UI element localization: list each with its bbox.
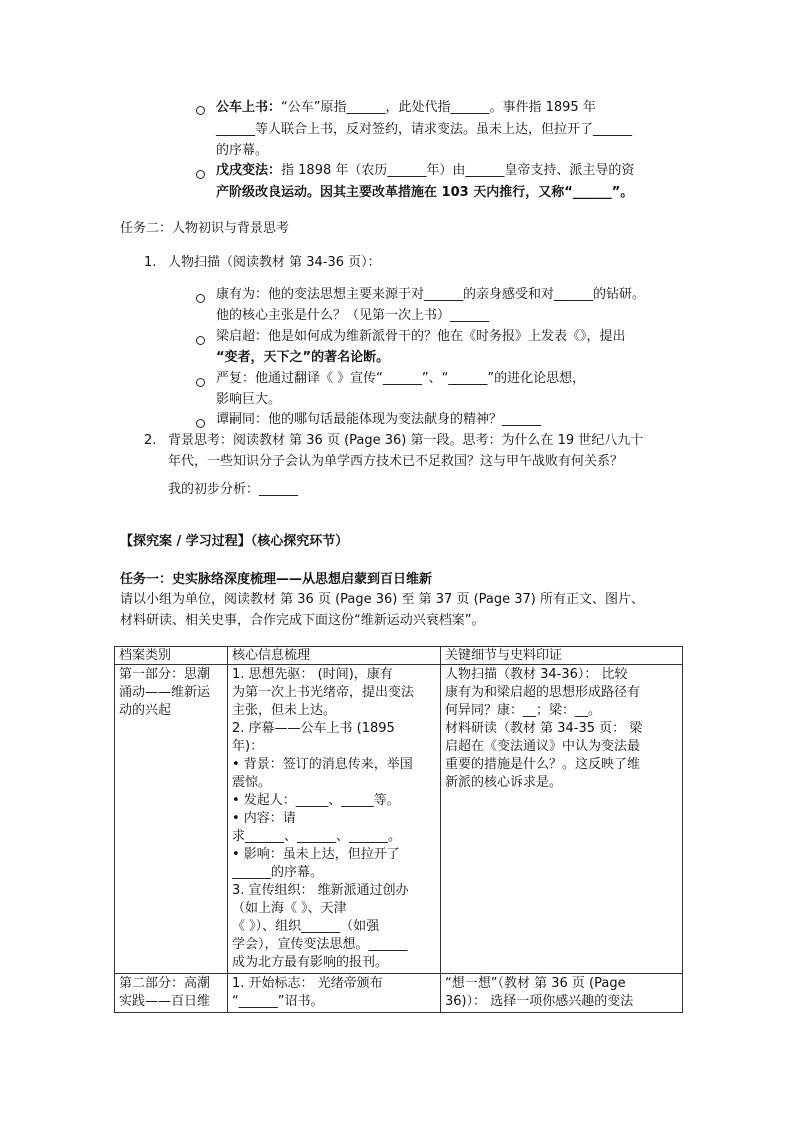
archive-table: [114, 646, 683, 1013]
cell-line: • 影响：虽未上达，但拉开了: [232, 847, 400, 862]
bullet-circle-icon: [196, 336, 205, 345]
cell-line: • 背景：签订的消息传来，举国: [232, 757, 413, 772]
cell-line: 第一部分：思潮: [119, 667, 211, 682]
cell-line: “想一想”（教材 第 36 页 (Page: [445, 976, 626, 991]
bullet-text-line: 影响巨大。: [216, 392, 282, 407]
bullet-text-line: 产阶级改良运动。因其主要改革措施在 103 天内推行，又称“______”。: [216, 185, 634, 200]
category-cell: [115, 974, 228, 1013]
cell-line: 实践——百日维: [119, 994, 211, 1009]
cell-line: 第二部分：高潮: [119, 976, 211, 991]
bullet-circle-icon: [196, 294, 205, 303]
cell-line: “______”诏书。: [232, 994, 324, 1009]
detail-cell: [441, 974, 683, 1013]
bullet-text-line: 谭嗣同：他的哪句话最能体现为变法献身的精神？______: [216, 412, 542, 427]
bullet-gongche: [216, 98, 596, 117]
cell-line: 2. 序幕——公车上书 (1895: [232, 721, 395, 736]
intro-line: 材料研读、相关史事，合作完成下面这份“维新运动兴衰档案”。: [120, 613, 485, 628]
cell-line: 主张，但未上达。: [232, 703, 337, 718]
core-info-cell: [228, 665, 441, 974]
bullet-text-line: 严复：他通过翻译《 》宣传“______”、“______”的进化论思想，: [216, 371, 586, 386]
analysis-line: 我的初步分析：______: [168, 482, 299, 497]
cell-line: ______的序幕。: [232, 865, 324, 880]
bullet-text: “公车”原指______，此处代指______。事件指 1895 年: [281, 100, 596, 115]
bullet-text-line: 的序幕。: [216, 143, 269, 158]
intro-line: 请以小组为单位，阅读教材 第 36 页 (Page 36) 至 第 37 页 (Page 37) 所有正文、图片、: [120, 592, 644, 607]
cell-line: 动的兴起: [119, 703, 172, 718]
cell-line: 年)：: [232, 739, 264, 754]
task1-title: 任务一：史实脉络深度梳理——从思想启蒙到百日维新: [120, 572, 433, 587]
table-header-cell: 档案类别: [115, 647, 228, 665]
cell-line: 3. 宣传组织： 维新派通过创办: [232, 883, 409, 898]
table-header-cell: 核心信息梳理: [228, 647, 441, 665]
bullet-circle-icon: [196, 419, 205, 428]
list-item-text: 人物扫描（阅读教材 第 34-36 页）：: [168, 255, 381, 270]
bullet-circle-icon: [196, 378, 205, 387]
cell-line: 康有为和梁启超的思想形成路径有: [445, 685, 641, 700]
category-cell: [115, 665, 228, 974]
table-row: [115, 974, 683, 1013]
list-number: 2.: [144, 433, 157, 448]
list-item-text: 背景思考：阅读教材 第 36 页 (Page 36) 第一段。思考：为什么在 19 世纪八九十: [168, 433, 644, 448]
cell-line: 成为北方最有影响的报刊。: [232, 955, 389, 970]
cell-line: 震惊。: [232, 775, 272, 790]
cell-line: 启超在《变法通议》中认为变法最: [445, 739, 641, 754]
detail-cell: [441, 665, 683, 974]
table-header-cell: 关键细节与史料印证: [441, 647, 683, 665]
term-label: 公车上书：: [216, 100, 282, 115]
list-number: 1.: [144, 255, 157, 270]
core-info-cell: [228, 974, 441, 1013]
cell-line: （如上海《 》、天津: [232, 901, 347, 916]
bullet-text-line: 康有为：他的变法思想主要来源于对______的亲身感受和对______的钻研。: [216, 287, 646, 302]
bullet-text-line: “变者，天下之”的著名论断。: [216, 350, 390, 365]
bullet-text-line: 他的核心主张是什么？（见第一次上书）______: [216, 308, 490, 323]
cell-line: 为第一次上书光绪帝，提出变法: [232, 685, 415, 700]
bullet-text: 指 1898 年（农历______年）由______皇帝支持、派主导的资: [281, 163, 635, 178]
term-label: 戊戌变法：: [216, 163, 282, 178]
cell-line: 重要的措施是什么？。这反映了维: [445, 757, 641, 772]
cell-line: • 发起人：_____、_____等。: [232, 793, 400, 808]
bullet-circle-icon: [196, 170, 205, 179]
bullet-wuxu: [216, 161, 634, 180]
cell-line: 涌动——维新运: [119, 685, 211, 700]
table-header-row: [115, 647, 683, 665]
cell-line: 新派的核心诉求是。: [445, 775, 563, 790]
table-row: [115, 665, 683, 974]
cell-line: 人物扫描（教材 34-36）： 比较: [445, 667, 628, 682]
bullet-text-line: 梁启超：他是如何成为维新派骨干的？他在《时务报》上发表《》，提出: [216, 329, 626, 344]
cell-line: 《 》）、组织______（如强: [232, 919, 380, 934]
list-item-text: 年代，一些知识分子会认为单学西方技术已不足救国？这与甲午战败有何关系？: [168, 454, 624, 469]
cell-line: 求______、______、______。: [232, 829, 402, 844]
cell-line: 学会），宣传变法思想。______: [232, 937, 408, 952]
cell-line: 36)）： 选择一项你感兴趣的变法: [445, 994, 634, 1009]
cell-line: 1. 开始标志： 光绪帝颁布: [232, 976, 383, 991]
cell-line: 何异同？康：__；梁：__。: [445, 703, 602, 718]
cell-line: • 内容：请: [232, 811, 296, 826]
cell-line: 1. 思想先驱： (时间)，康有: [232, 667, 393, 682]
section-heading: 任务二：人物初识与背景思考: [120, 221, 290, 236]
bullet-text-line: ______等人联合上书，反对签约，请求变法。虽未上达，但拉开了______: [216, 122, 633, 137]
bullet-circle-icon: [196, 106, 205, 115]
cell-line: 材料研读（教材 第 34-35 页： 梁: [445, 721, 643, 736]
explore-heading: 【探究案 / 学习过程】（核心探究环节）: [120, 534, 349, 549]
